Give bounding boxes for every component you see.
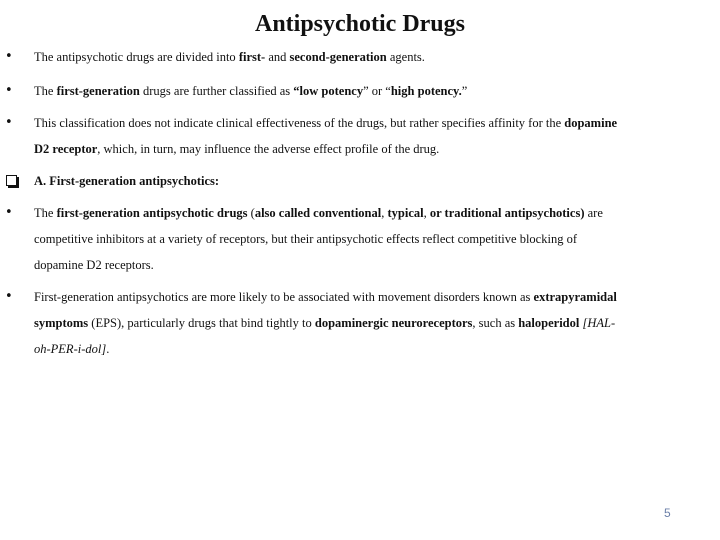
text-run: first-generation [56,84,140,98]
text-run: “low potency [293,84,364,98]
text-run: haloperidol [518,316,580,330]
text-run: agents. [386,50,425,64]
bullet-icon: • [5,205,13,220]
bullet-icon: • [5,49,13,64]
text-run: , [423,206,430,220]
bullet-line [34,136,714,162]
text-run: (EPS), particularly drugs that bind tightly to [88,316,315,330]
text-run: A. First-generation antipsychotics: [34,174,220,188]
square-bullet-icon [6,175,17,186]
text-run: dopamine [564,116,618,130]
slide-title: Antipsychotic Drugs [254,11,465,37]
bullet-line [34,252,714,278]
bullet-text [34,200,714,278]
text-run: competitive inhibitors at a variety of receptors, but their antipsychotic effects reflect competitive blocking of [34,232,577,246]
bullet-line [34,200,714,226]
bullet-line [34,168,714,194]
bullet-line [34,78,714,104]
text-run: oh-PER-i-dol] [34,342,107,356]
text-run: typical [387,206,424,220]
text-run: ” [461,84,468,98]
text-run: first- [238,50,266,64]
text-run: extrapyramidal [533,290,617,304]
text-run: high potency. [390,84,462,98]
text-run: ( [247,206,255,220]
text-run: symptoms [34,316,89,330]
text-run: , which, in turn, may influence the adverse effect profile of the drug. [97,142,440,156]
bullet-line [34,336,714,362]
bullet-icon: • [5,115,13,130]
bullet-text [34,284,714,362]
bullet-line [34,44,714,70]
bullet-line [34,284,714,310]
text-run: also called conventional [254,206,382,220]
text-run: This classification does not indicate clinical effectiveness of the drugs, but rather specifies affinity for the [34,116,565,130]
bullet-text [34,110,714,162]
bullet-text [34,44,714,70]
bullet-icon: • [5,83,13,98]
text-run: [HAL- [582,316,616,330]
text-run: second-generation [289,50,387,64]
text-run: . [106,342,110,356]
text-run: and [265,50,290,64]
page-number: 5 [664,506,671,520]
text-run: The antipsychotic drugs are divided into [34,50,239,64]
text-run: or traditional antipsychotics) [429,206,585,220]
text-run: first-generation antipsychotic drugs [56,206,248,220]
bullet-line [34,110,714,136]
bullet-text [34,78,714,104]
bullet-icon: • [5,289,13,304]
text-run: , [381,206,388,220]
text-run: First-generation antipsychotics are more likely to be associated with movement disorders known as [34,290,534,304]
text-run: drugs are further classified as [139,84,294,98]
text-run: are [584,206,603,220]
text-run: ” or “ [363,84,391,98]
bullet-line [34,310,714,336]
text-run: dopaminergic neuroreceptors [314,316,473,330]
text-run: , such as [472,316,519,330]
text-run: The [34,206,57,220]
text-run: The [34,84,57,98]
bullet-text [34,168,714,194]
bullet-line [34,226,714,252]
text-run: dopamine D2 receptors. [34,258,154,272]
text-run: D2 receptor [34,142,98,156]
